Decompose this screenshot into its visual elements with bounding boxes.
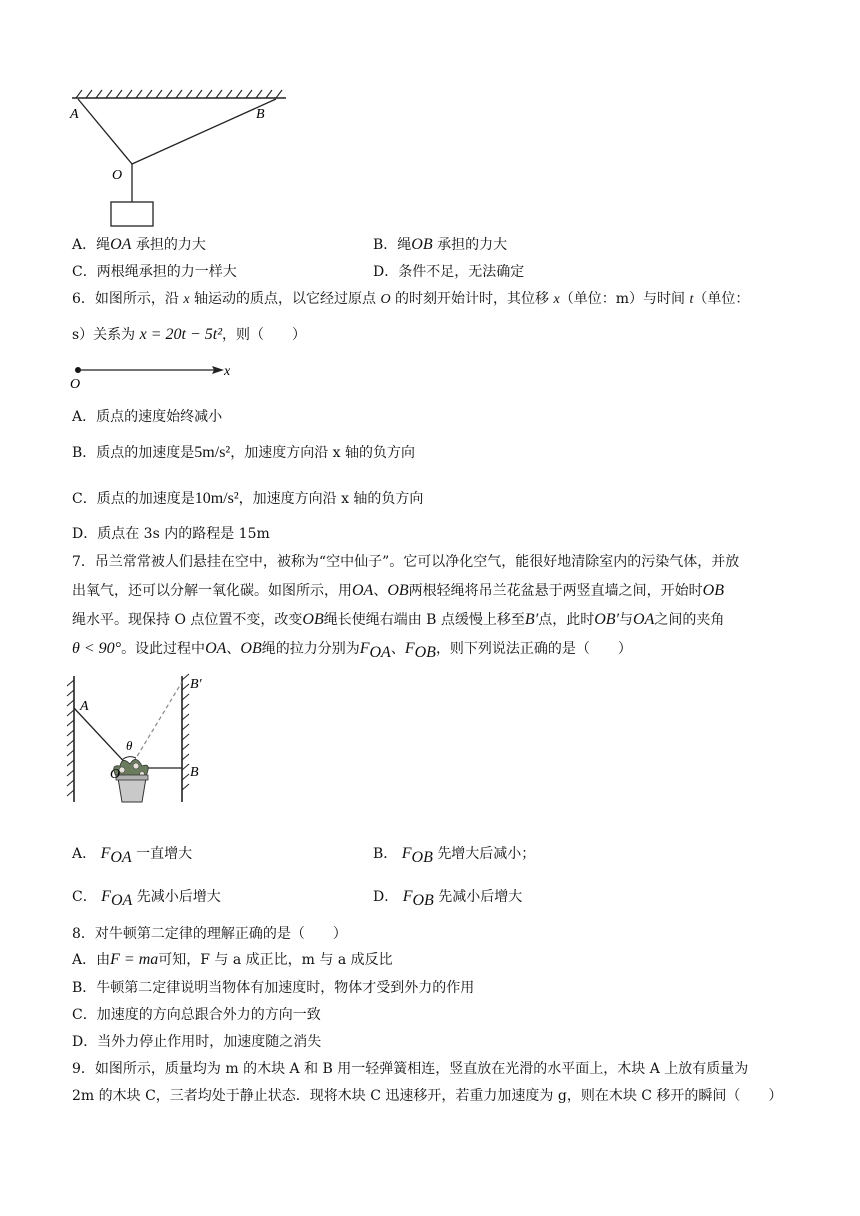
- q6-stem-line1: 6．如图所示，沿 x 轴运动的质点，以它经过原点 O 的时刻开始计时，其位移 x（单位：m）与时间 t（单位：: [72, 291, 750, 307]
- label-b-prime: B′: [190, 677, 202, 692]
- q6-option-d[interactable]: D．质点在 3s 内的路程是 15m: [72, 526, 270, 542]
- q6-stem-line2: s）关系为 x = 20t − 5t²，则（ ）: [72, 326, 307, 343]
- q9-stem-line1: 9．如图所示，质量均为 m 的木块 A 和 B 用一轻弹簧相连，竖直放在光滑的水平面上，木块 A 上放有质量为: [72, 1061, 749, 1077]
- label-b: B: [256, 107, 265, 122]
- q6-option-b[interactable]: B．质点的加速度是5m/s²，加速度方向沿 x 轴的负方向: [72, 444, 416, 461]
- q8-option-d[interactable]: D．当外力停止作用时，加速度随之消失: [72, 1034, 322, 1050]
- label-theta: θ: [126, 738, 133, 753]
- q7-option-a[interactable]: A． $F_{OA}$ 一直增大: [72, 845, 193, 866]
- q5-option-d[interactable]: D．条件不足，无法确定: [373, 264, 525, 280]
- q7-option-c[interactable]: C． $F_{OA}$ 先减小后增大: [72, 888, 221, 909]
- q8-stem: 8．对牛顿第二定律的理解正确的是（ ）: [72, 926, 347, 942]
- figure-q5-ropes: [64, 88, 294, 230]
- q7-stem-line3: 绳水平。现保持 O 点位置不变，改变OB绳长使绳右端由 B 点缓慢上移至B′点，此时OB′与OA之间的夹角: [72, 611, 725, 628]
- q6-option-c[interactable]: C．质点的加速度是10m/s²，加速度方向沿 x 轴的负方向: [72, 490, 424, 507]
- q7-stem-line1: 7．吊兰常常被人们悬挂在空中，被称为“空中仙子”。它可以净化空气，能很好地清除室内的污染气体，并放: [72, 554, 740, 570]
- q6-option-a[interactable]: A．质点的速度始终减小: [72, 409, 223, 425]
- q5-option-a[interactable]: A．绳OA 承担的力大: [72, 236, 206, 253]
- q5-option-b[interactable]: B．绳OB 承担的力大: [373, 236, 508, 253]
- label-b: B: [190, 765, 199, 780]
- axis-x-label: x: [224, 364, 231, 379]
- q8-option-a[interactable]: A．由F = ma可知，F 与 a 成正比，m 与 a 成反比: [72, 951, 393, 968]
- label-a: A: [70, 107, 79, 122]
- label-a: A: [80, 699, 89, 714]
- axis-origin-label: O: [70, 377, 81, 390]
- label-o: O: [112, 168, 123, 183]
- q8-option-b[interactable]: B．牛顿第二定律说明当物体有加速度时，物体才受到外力的作用: [72, 980, 475, 996]
- q7-stem-line2: 出氧气，还可以分解一氧化碳。如图所示，用OA、OB两根轻绳将吊兰花盆悬于两竖直墙之间，开始时OB: [72, 582, 724, 599]
- q7-option-b[interactable]: B． $F_{OB}$ 先增大后减小；: [373, 845, 536, 866]
- label-o: O: [110, 767, 121, 782]
- q6-equation: x = 20t − 5t²: [139, 326, 223, 343]
- q8-option-c[interactable]: C．加速度的方向总跟合外力的方向一致: [72, 1007, 321, 1023]
- q5-option-c[interactable]: C．两根绳承担的力一样大: [72, 264, 237, 280]
- q9-stem-line2: 2m 的木块 C，三者均处于静止状态．现将木块 C 迅速移开，若重力加速度为 g，则在木块 C 移开的瞬间（ ）: [72, 1088, 783, 1104]
- figure-q7-hanging-plant: [64, 668, 224, 828]
- figure-q6-axis: [66, 360, 246, 390]
- q7-stem-line4: θ < 90°。设此过程中OA、OB绳的拉力分别为$F_{OA}$、$F_{OB}$，则下列说法正确的是（ ）: [72, 640, 632, 661]
- q7-option-d[interactable]: D． $F_{OB}$ 先减小后增大: [373, 888, 523, 909]
